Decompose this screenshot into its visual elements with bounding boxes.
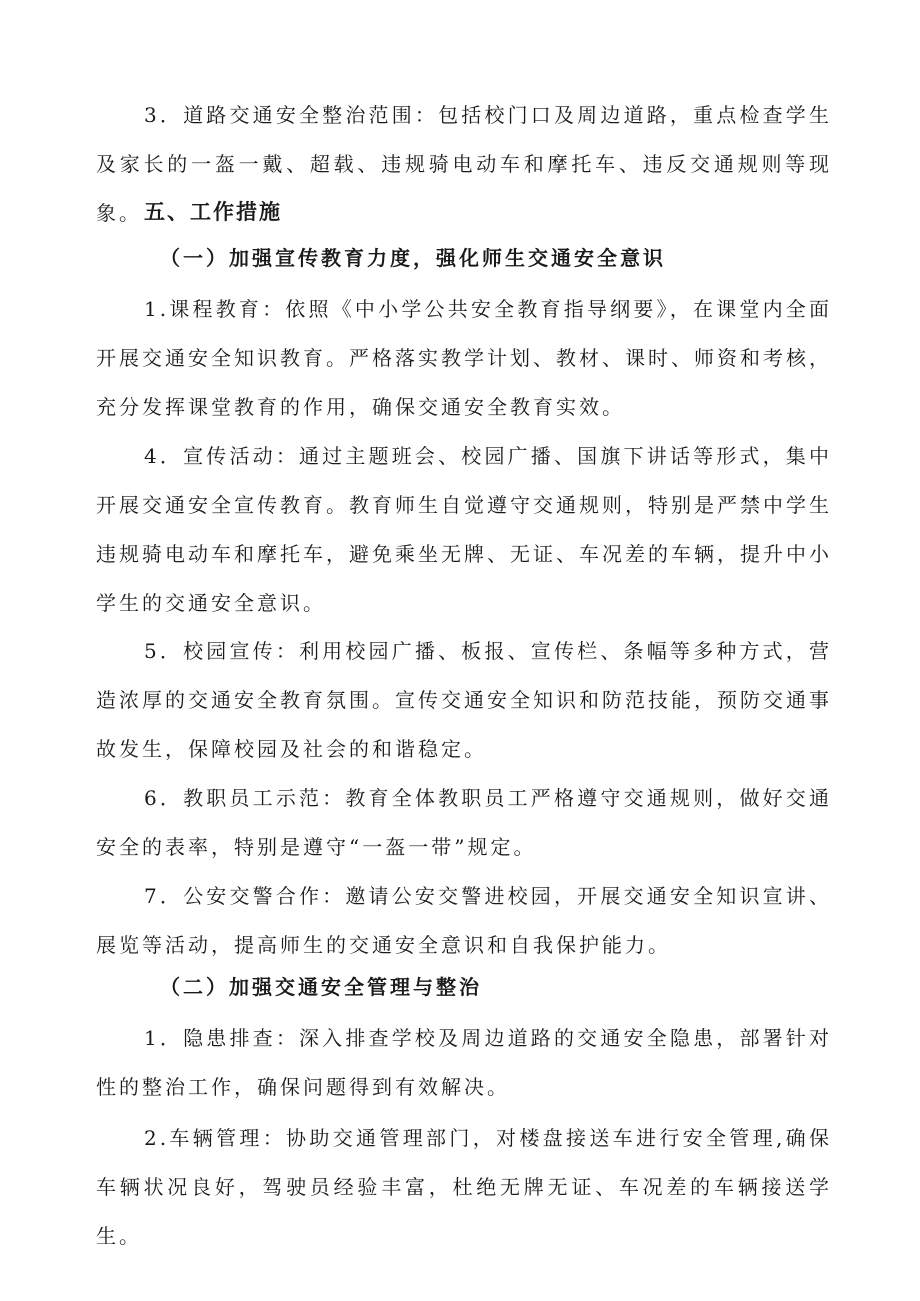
paragraph-campus-publicity: 5．校园宣传：利用校园广播、板报、宣传栏、条幅等多种方式，营造浓厚的交通安全教育氛围。宣传交通安全知识和防范技能，预防交通事故发生，保障校园及社会的和谐稳定。: [96, 639, 832, 761]
subheading-publicity-education: （一）加强宣传教育力度，强化师生交通安全意识: [160, 246, 666, 270]
paragraph-staff-example: 6．教职员工示范：教育全体教职员工严格遵守交通规则，做好交通安全的表率，特别是遵守“一盔一带”规定。: [96, 786, 832, 859]
paragraph-publicity-activities: 4．宣传活动：通过主题班会、校园广播、国旗下讲话等形式，集中开展交通安全宣传教育。教育师生自觉遵守交通规则，特别是严禁中学生违规骑电动车和摩托车，避免乘坐无牌、无证、车况差的车辆，提升中小学生的交通安全意识。: [96, 444, 832, 615]
paragraph-police-cooperation: 7．公安交警合作：邀请公安交警进校园，开展交通安全知识宣讲、展览等活动，提高师生的交通安全意识和自我保护能力。: [96, 884, 832, 957]
paragraph-course-education: 1.课程教育：依照《中小学公共安全教育指导纲要》，在课堂内全面开展交通安全知识教育。严格落实教学计划、教材、课时、师资和考核，充分发挥课堂教育的作用，确保交通安全教育实效。: [96, 297, 832, 419]
paragraph-hazard-inspection: 1．隐患排查：深入排查学校及周边道路的交通安全隐患，部署针对性的整治工作，确保问题得到有效解决。: [96, 1026, 832, 1099]
paragraph-vehicle-management: 2.车辆管理：协助交通管理部门，对楼盘接送车进行安全管理,确保车辆状况良好，驾驶员经验丰富，杜绝无牌无证、车况差的车辆接送学生。: [96, 1126, 832, 1248]
subheading-safety-management: （二）加强交通安全管理与整治: [160, 975, 482, 999]
section-heading-work-measures: 五、工作措施: [144, 200, 282, 224]
paragraph-road-safety-scope: 3．道路交通安全整治范围：包括校门口及周边道路，重点检查学生及家长的一盔一戴、超载、违规骑电动车和摩托车、违反交通规则等现象。: [96, 103, 832, 225]
